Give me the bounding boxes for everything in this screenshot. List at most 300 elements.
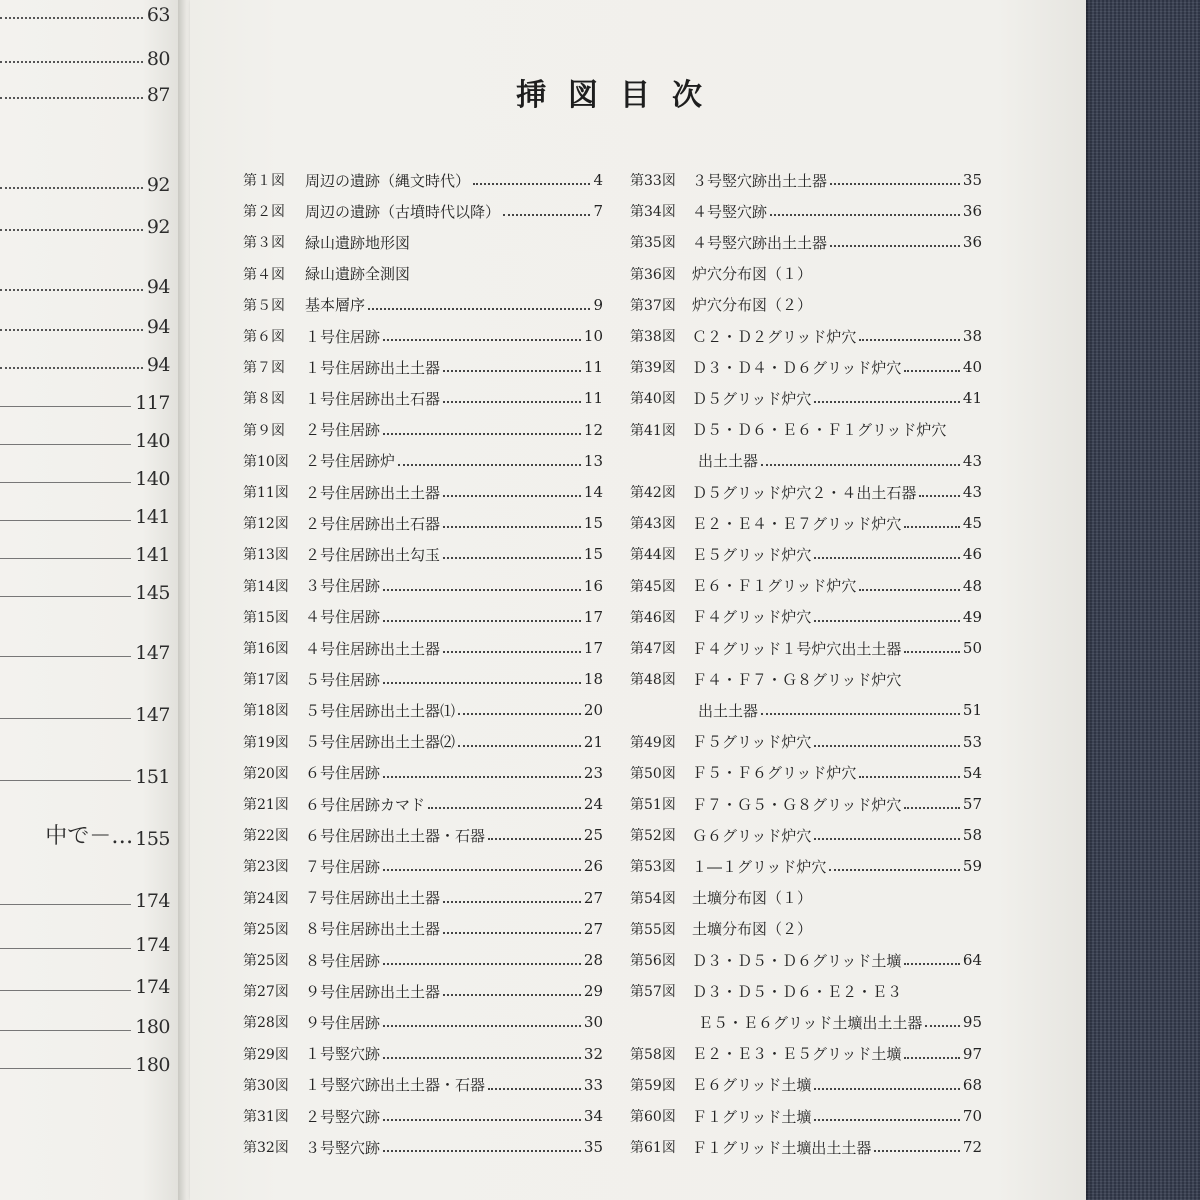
toc-entry — [243, 636, 603, 660]
leader-dots — [383, 1111, 581, 1121]
leader-dots — [761, 456, 960, 466]
figure-number: 第59図 — [630, 1077, 676, 1094]
toc-entry — [630, 324, 982, 348]
figure-number: 第13図 — [243, 547, 289, 564]
left-toc-row — [0, 388, 170, 414]
page-number: 18 — [583, 670, 603, 689]
figure-title: 周辺の遺跡（古墳時代以降） — [305, 202, 501, 221]
toc-entry — [243, 730, 603, 754]
page-number: 95 — [962, 1013, 982, 1032]
page-number: 35 — [583, 1138, 603, 1157]
toc-entry — [243, 979, 603, 1003]
figure-title: ９号住居跡 — [305, 1013, 381, 1032]
figure-title: ６号住居跡カマド — [305, 795, 426, 814]
figure-title: Ｃ２・Ｄ２グリッド炉穴 — [692, 327, 857, 346]
figure-title: 緑山遺跡全測図 — [305, 265, 411, 284]
figure-title: 出土土器 — [698, 452, 759, 471]
toc-entry — [243, 480, 603, 504]
leader-dots — [904, 799, 960, 809]
leader-dots — [443, 643, 581, 653]
page-number: 54 — [962, 763, 982, 782]
page-number: 43 — [962, 483, 982, 501]
figure-title: Ｆ４グリッド炉穴 — [692, 608, 812, 627]
page-number: 30 — [583, 1013, 603, 1032]
toc-entry — [243, 293, 603, 317]
figure-number: 第38図 — [630, 329, 676, 345]
leader-dots — [458, 737, 581, 747]
figure-title: Ｆ１グリッド土壙 — [692, 1107, 812, 1126]
page-number: 20 — [583, 701, 603, 720]
toc-entry — [243, 449, 603, 473]
toc-entry — [243, 230, 603, 254]
left-toc-row — [0, 700, 170, 726]
toc-entry — [630, 355, 982, 379]
leader-dots — [443, 924, 581, 934]
page-number: 70 — [962, 1107, 982, 1125]
toc-entry — [630, 823, 982, 847]
leader-dots — [814, 393, 960, 403]
left-toc-row — [0, 464, 170, 490]
toc-entry — [243, 917, 603, 941]
leader-dots — [368, 300, 590, 310]
leader-line — [0, 329, 143, 331]
figure-title: ４号竪穴跡 — [692, 202, 768, 221]
figure-number: 第８図 — [243, 391, 285, 408]
leader-line — [0, 187, 143, 189]
figure-number: 第55図 — [630, 921, 676, 938]
page-number: 38 — [962, 327, 982, 345]
leader-dots — [383, 955, 581, 965]
page-number: 29 — [583, 982, 603, 1001]
page-number: 34 — [583, 1107, 603, 1125]
figure-number: 第37図 — [630, 297, 676, 314]
leader-dots — [874, 1142, 960, 1152]
figure-title: Ｄ５グリッド炉穴２・４出土石器 — [692, 483, 917, 502]
toc-entry-continuation — [698, 698, 982, 722]
toc-entry — [243, 1073, 603, 1097]
leader-dots — [904, 955, 960, 965]
figure-number: 第39図 — [630, 360, 676, 377]
leader-line — [0, 289, 143, 291]
left-toc-row — [0, 1012, 170, 1038]
page-number: 36 — [962, 233, 982, 252]
figure-number: 第14図 — [243, 578, 289, 595]
leader-dots — [859, 581, 960, 591]
page-number: 32 — [583, 1044, 603, 1063]
figure-title: ６号住居跡出土土器・石器 — [305, 826, 486, 845]
left-toc-row — [0, 638, 170, 664]
toc-entry — [630, 886, 982, 910]
toc-entry — [243, 511, 603, 535]
left-toc-page-number: 94 — [146, 276, 170, 298]
page-number: 35 — [962, 171, 982, 189]
figure-number: 第25図 — [243, 953, 289, 969]
figure-number: 第21図 — [243, 797, 289, 813]
toc-entry-continuation — [698, 449, 982, 473]
left-toc-row — [0, 212, 170, 238]
left-toc-row — [0, 824, 170, 850]
leader-dots — [904, 1049, 960, 1059]
figure-title: Ｅ５グリッド炉穴 — [692, 545, 812, 564]
toc-entry — [243, 1135, 603, 1159]
figure-title: ３号住居跡 — [305, 577, 381, 596]
page-number: 15 — [583, 545, 603, 564]
page-number: 46 — [962, 545, 982, 564]
left-toc-row — [0, 44, 170, 70]
figure-title: ８号住居跡出土土器 — [305, 920, 441, 939]
leader-dots — [428, 799, 581, 809]
page-number: 59 — [962, 857, 982, 876]
toc-entry — [630, 386, 982, 410]
figure-number: 第30図 — [243, 1077, 289, 1094]
figure-title: ９号住居跡出土土器 — [305, 982, 441, 1001]
figure-title: ７号住居跡 — [305, 857, 381, 876]
toc-entry — [630, 418, 982, 442]
left-toc-page-number: 180 — [135, 1016, 170, 1038]
figure-title: Ｆ４・Ｆ７・Ｇ８グリッド炉穴 — [692, 670, 902, 689]
figure-title: Ｄ５・Ｄ６・Ｅ６・Ｆ１グリッド炉穴 — [692, 421, 947, 440]
left-toc-page-number: 92 — [146, 174, 170, 196]
leader-dots — [488, 830, 581, 840]
toc-entry — [630, 262, 982, 286]
page-number: 41 — [962, 389, 982, 408]
leader-dots — [383, 331, 581, 341]
leader-dots — [443, 986, 581, 996]
leader-line — [0, 61, 143, 63]
toc-entry — [630, 761, 982, 785]
toc-entry — [630, 574, 982, 598]
figure-number: 第41図 — [630, 422, 676, 439]
figure-title: ５号住居跡出土土器⑵ — [305, 733, 456, 752]
page-number: 50 — [962, 639, 982, 657]
toc-entry — [630, 667, 982, 691]
leader-dots — [443, 518, 581, 528]
figure-number: 第３図 — [243, 235, 285, 252]
toc-entry — [243, 1042, 603, 1066]
left-toc-row — [0, 762, 170, 788]
left-toc-row — [0, 930, 170, 956]
figure-title: 緑山遺跡地形図 — [305, 233, 411, 252]
figure-title: Ｄ３・Ｄ５・Ｄ６グリッド土壙 — [692, 951, 902, 970]
toc-entry — [630, 168, 982, 192]
leader-dots — [814, 737, 960, 747]
figure-number: 第33図 — [630, 173, 676, 189]
leader-dots — [443, 487, 581, 497]
figure-number: 第５図 — [243, 297, 285, 314]
figure-title: ５号住居跡 — [305, 670, 381, 689]
figure-title: ３号竪穴跡出土土器 — [692, 171, 828, 190]
figure-title: 出土土器 — [698, 701, 759, 720]
figure-title: ６号住居跡 — [305, 764, 381, 783]
leader-dots — [830, 175, 960, 185]
leader-line — [0, 718, 131, 719]
figure-number: 第58図 — [630, 1046, 676, 1063]
toc-entry — [243, 792, 603, 816]
figure-title: 土壙分布図（１） — [692, 889, 813, 908]
figure-number: 第31図 — [243, 1109, 289, 1125]
figure-title: ８号住居跡 — [305, 951, 381, 970]
leader-dots — [473, 175, 590, 185]
leader-dots — [904, 518, 960, 528]
leader-dots — [383, 1049, 581, 1059]
toc-entry — [630, 948, 982, 972]
leader-line — [0, 229, 143, 231]
page-number: 72 — [962, 1138, 982, 1157]
toc-entry — [243, 854, 603, 878]
leader-line — [0, 904, 131, 905]
toc-entry — [630, 730, 982, 754]
figure-number: 第16図 — [243, 641, 289, 657]
page-number: 23 — [583, 763, 603, 782]
figure-number: 第28図 — [243, 1015, 289, 1032]
figure-title: ２号住居跡出土勾玉 — [305, 545, 441, 564]
leader-line — [0, 558, 131, 559]
figure-number: 第９図 — [243, 422, 285, 439]
page-number: 17 — [583, 639, 603, 657]
left-toc-row — [0, 886, 170, 912]
toc-entry — [243, 667, 603, 691]
left-toc-page-number: 145 — [135, 582, 170, 604]
page-number: 7 — [593, 202, 603, 221]
figure-number: 第２図 — [243, 204, 285, 221]
figure-number: 第48図 — [630, 672, 676, 689]
figure-number: 第60図 — [630, 1109, 676, 1125]
left-toc-page-number: 94 — [146, 354, 170, 376]
figure-title: Ｅ６グリッド土壙 — [692, 1076, 812, 1095]
page-number: 58 — [962, 826, 982, 845]
leader-dots — [383, 1142, 581, 1152]
leader-line — [0, 482, 131, 483]
leader-dots — [443, 362, 581, 372]
left-toc-row — [0, 426, 170, 452]
toc-entry — [630, 792, 982, 816]
left-toc-page-number: 155 — [135, 828, 170, 850]
toc-entry — [630, 230, 982, 254]
page-number: 97 — [962, 1044, 982, 1063]
leader-dots — [814, 549, 960, 559]
toc-entry — [630, 1104, 982, 1128]
leader-dots — [904, 362, 960, 372]
figure-number: 第57図 — [630, 984, 676, 1001]
figure-title: 基本層序 — [305, 296, 366, 315]
figure-title: １号住居跡出土石器 — [305, 389, 441, 408]
left-toc-row — [0, 272, 170, 298]
leader-dots — [904, 643, 960, 653]
figure-number: 第６図 — [243, 329, 285, 345]
toc-entry — [243, 542, 603, 566]
figure-title: Ｅ２・Ｅ３・Ｅ５グリッド土壙 — [692, 1045, 902, 1064]
figure-title: ２号住居跡炉 — [305, 452, 396, 471]
page-number: 28 — [583, 951, 603, 969]
page-number: 45 — [962, 514, 982, 533]
page-number: 12 — [583, 420, 603, 439]
toc-entry — [243, 1104, 603, 1128]
figure-number: 第22図 — [243, 828, 289, 845]
leader-line — [0, 406, 131, 407]
figure-title: 炉穴分布図（２） — [692, 296, 813, 315]
figure-number: 第１図 — [243, 173, 285, 189]
leader-line — [0, 780, 131, 781]
leader-dots — [443, 893, 581, 903]
left-toc-page-number: 147 — [135, 642, 170, 664]
left-toc-page-number: 140 — [135, 468, 170, 490]
page-number: 57 — [962, 795, 982, 813]
figure-title: １号竪穴跡出土土器・石器 — [305, 1076, 486, 1095]
left-toc-page-number: 147 — [135, 704, 170, 726]
leader-dots — [383, 581, 581, 591]
left-toc-page-number: 80 — [146, 48, 170, 70]
page-number: 33 — [583, 1075, 603, 1094]
page-number: 48 — [962, 576, 982, 595]
leader-dots — [830, 237, 960, 247]
figure-number: 第４図 — [243, 266, 285, 283]
figure-title: Ｄ５グリッド炉穴 — [692, 389, 812, 408]
figure-number: 第35図 — [630, 235, 676, 252]
figure-number: 第46図 — [630, 609, 676, 626]
figure-title: 周辺の遺跡（縄文時代） — [305, 171, 471, 190]
figure-title: ３号竪穴跡 — [305, 1138, 381, 1157]
toc-entry — [243, 886, 603, 910]
figure-title: ２号住居跡 — [305, 421, 381, 440]
figure-title: ４号住居跡 — [305, 608, 381, 627]
page-number: 24 — [583, 795, 603, 813]
figure-title: Ｆ５グリッド炉穴 — [692, 733, 812, 752]
toc-entry — [630, 542, 982, 566]
figure-title: ２号住居跡出土石器 — [305, 514, 441, 533]
figure-number: 第53図 — [630, 859, 676, 876]
figure-title: Ｅ６・Ｆ１グリッド炉穴 — [692, 577, 857, 596]
toc-entry — [243, 418, 603, 442]
figure-title: 土壙分布図（２） — [692, 920, 813, 939]
leader-dots — [458, 705, 581, 715]
toc-entry — [630, 979, 982, 1003]
leader-line — [0, 656, 131, 657]
figure-title: Ｅ２・Ｅ４・Ｅ７グリッド炉穴 — [692, 514, 902, 533]
leader-dots — [761, 705, 960, 715]
toc-entry-continuation — [698, 1010, 982, 1034]
page-number: 49 — [962, 607, 982, 626]
page-number: 68 — [962, 1075, 982, 1094]
left-toc-page-number: 141 — [135, 544, 170, 566]
figure-title: １号住居跡出土土器 — [305, 358, 441, 377]
figure-number: 第36図 — [630, 266, 676, 283]
figure-number: 第61図 — [630, 1140, 676, 1157]
figure-number: 第10図 — [243, 453, 289, 470]
figure-number: 第44図 — [630, 547, 676, 564]
toc-entry — [630, 293, 982, 317]
figure-number: 第50図 — [630, 765, 676, 782]
figure-number: 第34図 — [630, 204, 676, 221]
toc-entry — [243, 698, 603, 722]
page-number: 40 — [962, 358, 982, 377]
figure-number: 第49図 — [630, 734, 676, 751]
page-number: 51 — [962, 701, 982, 720]
leader-line — [0, 367, 143, 369]
leader-dots — [814, 1080, 960, 1090]
toc-entry — [243, 574, 603, 598]
figure-title: ２号住居跡出土土器 — [305, 483, 441, 502]
figure-number: 第12図 — [243, 516, 289, 533]
page-number: 27 — [583, 919, 603, 938]
figure-number: 第54図 — [630, 890, 676, 907]
leader-dots — [829, 861, 960, 871]
figure-title: ５号住居跡出土土器⑴ — [305, 701, 456, 720]
left-toc-row — [0, 350, 170, 376]
figure-title: Ｆ５・Ｆ６グリッド炉穴 — [692, 764, 857, 783]
leader-dots — [398, 456, 581, 466]
left-toc-text: 中で－… — [45, 824, 134, 849]
leader-line — [0, 97, 143, 99]
toc-entry — [630, 1135, 982, 1159]
left-toc-row — [0, 972, 170, 998]
page-number: 9 — [593, 295, 603, 314]
figure-title: １―１グリッド炉穴 — [692, 857, 827, 876]
leader-dots — [503, 206, 590, 216]
figure-number: 第40図 — [630, 391, 676, 408]
figure-number: 第25図 — [243, 921, 289, 938]
toc-entry — [243, 386, 603, 410]
leader-dots — [770, 206, 960, 216]
leader-line — [0, 948, 131, 949]
left-toc-row — [0, 540, 170, 566]
page-number: 21 — [583, 732, 603, 751]
left-toc-row — [0, 80, 170, 106]
toc-entry — [243, 168, 603, 192]
leader-line — [0, 520, 131, 521]
page-number: 26 — [583, 857, 603, 876]
figure-number: 第19図 — [243, 734, 289, 751]
figure-number: 第17図 — [243, 672, 289, 689]
page-number: 13 — [583, 451, 603, 470]
leader-dots — [859, 331, 960, 341]
figure-number: 第52図 — [630, 828, 676, 845]
left-page — [0, 0, 178, 1200]
figure-title: Ｆ７・Ｇ５・Ｇ８グリッド炉穴 — [692, 795, 902, 814]
figure-number: 第51図 — [630, 797, 676, 813]
page-number: 25 — [583, 826, 603, 845]
page-number: 14 — [583, 483, 603, 501]
page-number: 16 — [583, 576, 603, 595]
toc-entry — [630, 917, 982, 941]
page-number: 10 — [583, 327, 603, 345]
figure-title: Ｆ４グリッド１号炉穴出土土器 — [692, 639, 902, 658]
figure-title: ４号住居跡出土土器 — [305, 639, 441, 658]
toc-entry — [243, 823, 603, 847]
page-number: 27 — [583, 888, 603, 907]
toc-entry — [630, 199, 982, 223]
leader-line — [0, 17, 143, 19]
toc-entry — [243, 1010, 603, 1034]
left-toc-page-number: 174 — [135, 890, 170, 912]
leader-line — [0, 1068, 131, 1069]
toc-entry — [630, 1073, 982, 1097]
left-toc-row — [0, 0, 170, 26]
figure-number: 第27図 — [243, 984, 289, 1001]
left-toc-row — [0, 312, 170, 338]
toc-entry — [630, 511, 982, 535]
leader-dots — [443, 393, 581, 403]
figure-number: 第32図 — [243, 1140, 289, 1157]
leader-dots — [925, 1017, 960, 1027]
page-number: 11 — [583, 358, 603, 377]
figure-title: 炉穴分布図（１） — [692, 265, 813, 284]
leader-dots — [383, 674, 581, 684]
figure-number: 第23図 — [243, 859, 289, 876]
toc-entry — [243, 948, 603, 972]
toc-entry — [243, 324, 603, 348]
page-number: 64 — [962, 951, 982, 969]
leader-dots — [919, 487, 960, 497]
